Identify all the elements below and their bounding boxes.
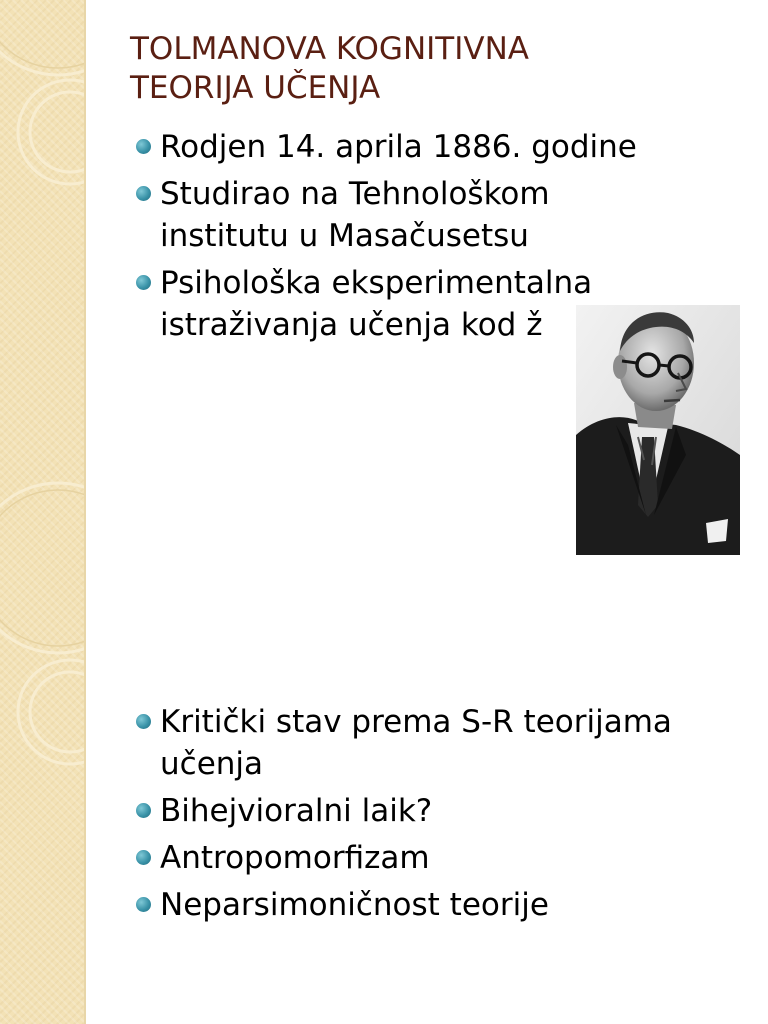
bullet-item-anthropomorphism [134,837,754,879]
bullet-dot-icon [136,186,151,201]
bullet-item-studies [134,173,754,257]
bullet-text: učenja [160,746,264,782]
portrait-photo-icon [576,305,740,555]
bullet-text: institutu u Masačusetsu [160,218,529,254]
portrait-photo [576,305,740,555]
bullet-item-parsimony [134,884,754,926]
bullet-text: Kritički stav prema S-R teorijama [160,704,672,740]
bullet-dot-icon [136,803,151,818]
bullet-list-bottom [134,701,754,931]
bullet-text: Antropomorfizam [160,840,430,876]
bullet-dot-icon [136,714,151,729]
decorative-side-band [0,0,84,1024]
bullet-text: istraživanja učenja kod ž [160,307,543,343]
bullet-item-birth [134,126,754,168]
bullet-text: Studirao na Tehnološkom [160,176,550,212]
bullet-item-critique [134,701,754,785]
title-line-2: TEORIJA UČENJA [130,70,381,106]
bullet-text: Psihološka eksperimentalna [160,265,593,301]
slide-title [130,30,730,108]
bullet-dot-icon [136,897,151,912]
title-line-1: TOLMANOVA KOGNITIVNA [130,31,529,67]
decorative-circles-icon [0,0,84,1024]
bullet-text: Rodjen 14. aprila 1886. godine [160,129,637,165]
bullet-dot-icon [136,139,151,154]
bullet-text: Bihejvioralni laik? [160,793,433,829]
bullet-text: Neparsimoničnost teorije [160,887,549,923]
bullet-dot-icon [136,275,151,290]
bullet-item-layman [134,790,754,832]
bullet-dot-icon [136,850,151,865]
side-band-edge [84,0,86,1024]
